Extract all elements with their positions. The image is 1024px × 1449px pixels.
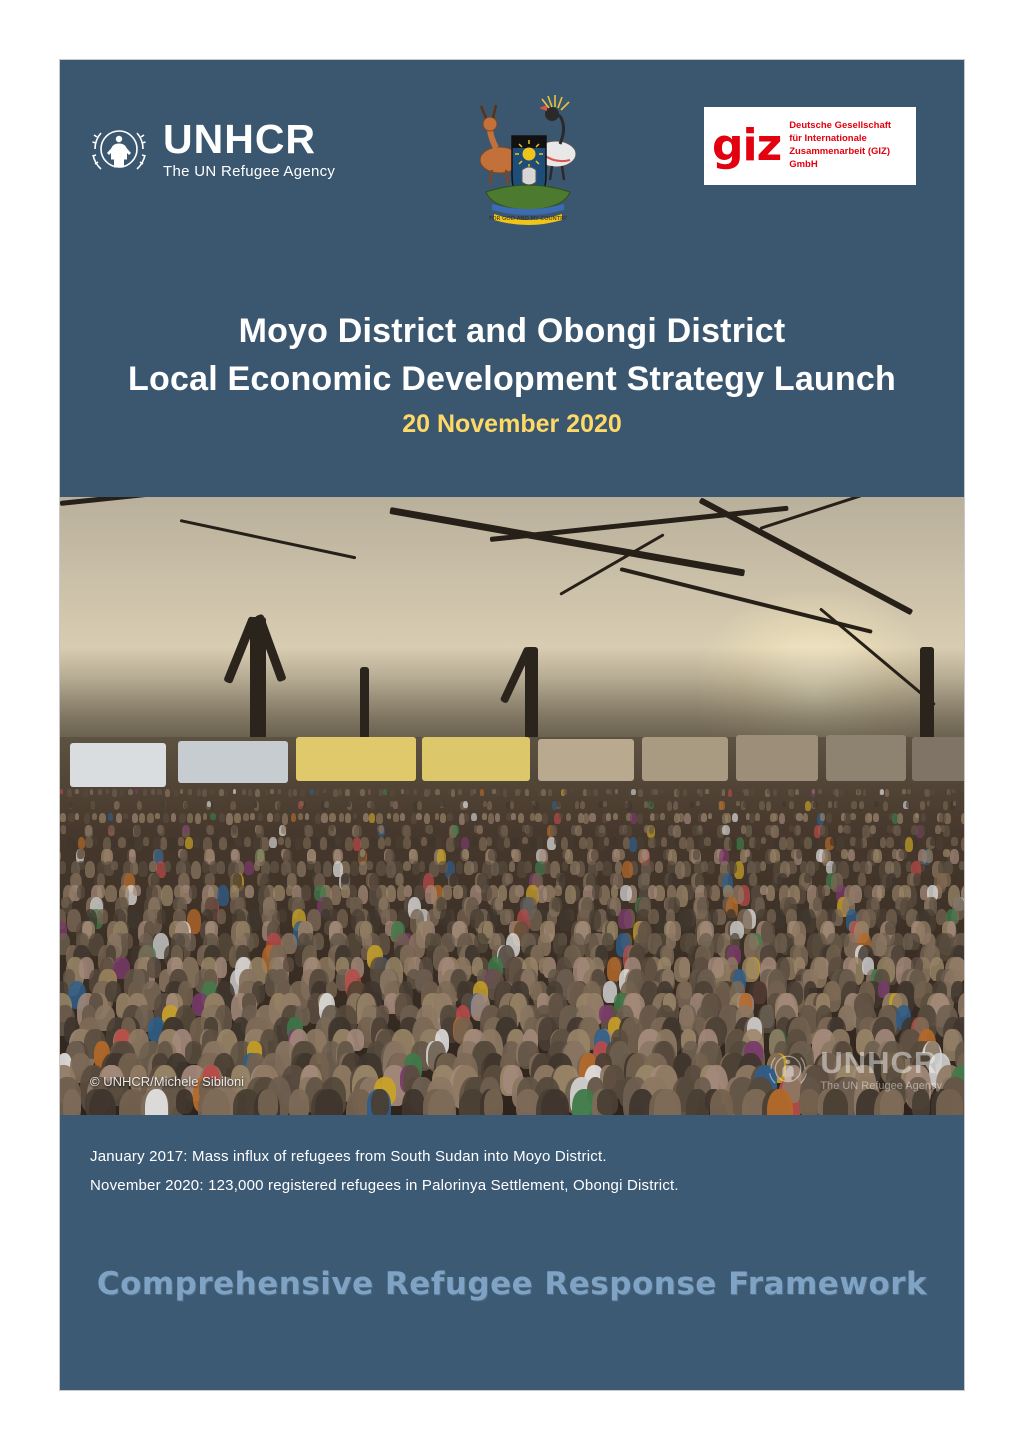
svg-text:FOR GOD AND MY COUNTRY: FOR GOD AND MY COUNTRY [489,216,567,222]
unhcr-logo [85,115,335,183]
photo-watermark-text [820,1044,942,1092]
giz-mark-text: giz [712,120,782,172]
unhcr-wordmark [163,116,336,180]
page-title-date: 20 November 2020 [402,409,622,438]
uganda-coat-of-arms-icon [452,88,604,240]
header-band [60,60,964,497]
unhcr-watermark-icon [764,1045,812,1093]
caption-line-2: November 2020: 123,000 registered refugees in Palorinya Settlement, Obongi District. [90,1176,679,1194]
document-page [60,60,964,1390]
cover-photo [60,497,964,1115]
caption-band [60,1115,964,1200]
giz-line-1: Deutsche Gesellschaft [789,120,892,132]
crrf-footer-text: Comprehensive Refugee Response Framework [96,1266,928,1302]
giz-logo [704,107,916,185]
page-title-line-1: Moyo District and Obongi District [238,312,786,350]
title-block [60,307,964,439]
photo-credit: © UNHCR/Michele Sibiloni [90,1074,245,1089]
page-title-line-2: Local Economic Development Strategy Launch [128,360,896,399]
unhcr-primary-text: UNHCR [163,116,317,162]
logo-row [60,60,964,245]
caption-line-1: January 2017: Mass influx of refugees from South Sudan into Moyo District. [90,1148,607,1165]
photo-watermark [764,1045,942,1093]
giz-line-2: für Internationale [789,133,867,145]
photo-watermark-primary: UNHCR [820,1044,938,1080]
unhcr-secondary-text: The UN Refugee Agency [163,163,336,180]
photo-watermark-secondary: The UN Refugee Agency [820,1079,942,1092]
giz-subtitle [789,120,916,171]
giz-line-3: Zusammenarbeit (GIZ) GmbH [789,146,891,170]
unhcr-emblem-icon [85,115,153,183]
